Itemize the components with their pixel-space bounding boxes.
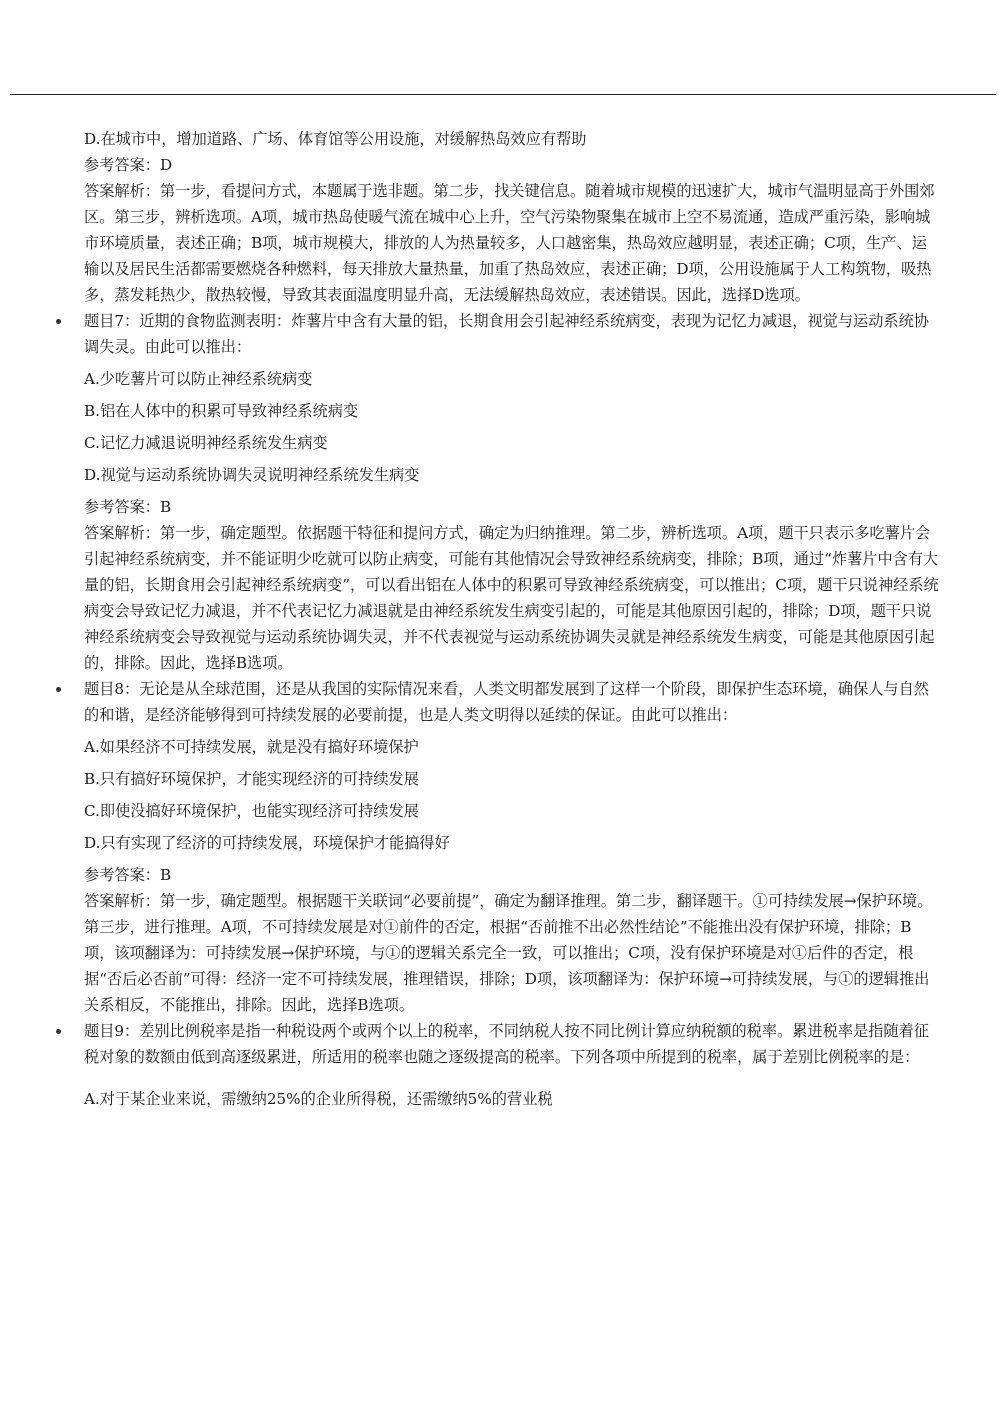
q7-answer: 参考答案：B	[84, 498, 172, 516]
q8-option-c: C.即使没搞好环境保护，也能实现经济可持续发展	[84, 802, 419, 820]
q7-option-c: C.记忆力减退说明神经系统发生病变	[84, 434, 328, 452]
q8-option-a: A.如果经济不可持续发展，就是没有搞好环境保护	[84, 738, 419, 756]
q8-stem	[56, 676, 941, 728]
bullet-icon	[56, 687, 61, 692]
q7-analysis: 答案解析：第一步，确定题型。依据题干特征和提问方式，确定为归纳推理。第二步，辨析选项。A项，题干只表示多吃薯片会引起神经系统病变，并不能证明少吃就可以防止病变，可能有其他情况会导致神经系统病变，排除；B项，通过“炸薯片中含有大量的铝，长期食用会引起神经系统病变”，可以看出铝在人体中的积累可导致神经系统病变，可以推出；C项，题干只说神经系统病变会导致记忆力减退，并不代表记忆力减退就是由神经系统发生病变引起的，可能是其他原因引起的，排除；D项，题干只说神经系统病变会导致视觉与运动系统协调失灵，并不代表视觉与运动系统协调失灵就是神经系统发生病变，可能是其他原因引起的，排除。因此，选择B选项。	[84, 524, 939, 672]
q6-answer: 参考答案：D	[84, 156, 173, 174]
q9-option-a: A.对于某企业来说，需缴纳25%的企业所得税，还需缴纳5%的营业税	[84, 1090, 553, 1108]
q6-option-d: D.在城市中，增加道路、广场、体育馆等公用设施，对缓解热岛效应有帮助	[84, 130, 587, 148]
q7-option-d: D.视觉与运动系统协调失灵说明神经系统发生病变	[84, 466, 420, 484]
q8-analysis: 答案解析：第一步，确定题型。根据题干关联词“必要前提”，确定为翻译推理。第二步，翻译题干。①可持续发展→保护环境。第三步，进行推理。A项，不可持续发展是对①前件的否定，根据“否前推不出必然性结论”不能推出没有保护环境，排除；B项，该项翻译为：可持续发展→保护环境，与①的逻辑关系完全一致，可以推出；C项，没有保护环境是对①后件的否定，根据“否后必否前”可得：经济一定不可持续发展，推理错误，排除；D项，该项翻译为：保护环境→可持续发展，与①的逻辑推出关系相反，不能推出，排除。因此，选择B选项。	[84, 892, 933, 1014]
q7-stem-text: 题目7：近期的食物监测表明：炸薯片中含有大量的铝，长期食用会引起神经系统病变，表现为记忆力减退，视觉与运动系统协调失灵。由此可以推出：	[84, 312, 929, 356]
q8-option-b: B.只有搞好环境保护，才能实现经济的可持续发展	[84, 770, 419, 788]
q7-option-b: B.铝在人体中的积累可导致神经系统病变	[84, 402, 359, 420]
q7-option-a: A.少吃薯片可以防止神经系统病变	[84, 370, 313, 388]
q7-stem	[56, 308, 941, 360]
document-body	[56, 126, 941, 1118]
q8-option-d: D.只有实现了经济的可持续发展，环境保护才能搞得好	[84, 834, 450, 852]
bullet-icon	[56, 1029, 61, 1034]
q8-answer: 参考答案：B	[84, 866, 172, 884]
q9-stem	[56, 1018, 941, 1070]
q8-stem-text: 题目8：无论是从全球范围，还是从我国的实际情况来看，人类文明都发展到了这样一个阶段，即保护生态环境，确保人与自然的和谐，是经济能够得到可持续发展的必要前提，也是人类文明得以延续的保证。由此可以推出：	[84, 680, 929, 724]
q6-analysis: 答案解析：第一步，看提问方式，本题属于选非题。第二步，找关键信息。随着城市规模的迅速扩大，城市气温明显高于外围郊区。第三步，辨析选项。A项，城市热岛使暖气流在城中心上升，空气污染物聚集在城市上空不易流通，造成严重污染，影响城市环境质量，表述正确；B项，城市规模大，排放的人为热量较多，人口越密集，热岛效应越明显，表述正确；C项，生产、运输以及居民生活都需要燃烧各种燃料，每天排放大量热量，加重了热岛效应，表述正确；D项，公用设施属于人工构筑物，吸热多，蒸发耗热少，散热较慢，导致其表面温度明显升高，无法缓解热岛效应，表述错误。因此，选择D选项。	[84, 182, 935, 304]
bullet-icon	[56, 319, 61, 324]
header-rule	[10, 94, 996, 95]
q9-stem-text: 题目9：差别比例税率是指一种税设两个或两个以上的税率，不同纳税人按不同比例计算应纳税额的税率。累进税率是指随着征税对象的数额由低到高逐级累进，所适用的税率也随之逐级提高的税率。下列各项中所提到的税率，属于差别比例税率的是：	[84, 1022, 929, 1066]
